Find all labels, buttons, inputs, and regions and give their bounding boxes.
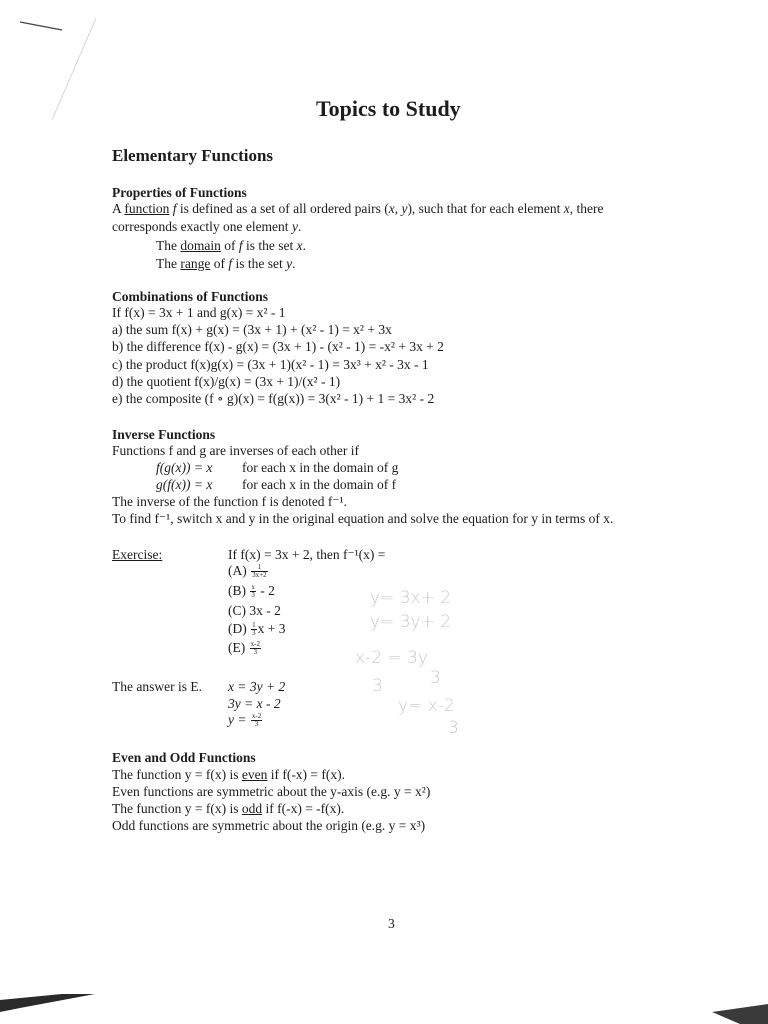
solution-step: y = $\frac{x-2}{3}$ (228, 712, 262, 729)
exercise-choice-d: (D) $\frac{1}{3}$ x + 3 (228, 621, 286, 638)
handwritten-note: x-2 = 3y (355, 648, 428, 668)
page-title: Topics to Study (316, 96, 461, 121)
solution-step: x = 3y + 2 (228, 679, 286, 694)
combinations-line: d) the quotient f(x)/g(x) = (3x + 1)/(x² - 1) (112, 374, 341, 389)
page-number: 3 (388, 916, 395, 931)
inverse-condition-lhs: f(g(x)) = x (156, 460, 213, 475)
combinations-line: If f(x) = 3x + 1 and g(x) = x² - 1 (112, 305, 286, 320)
handwritten-note: 3 (430, 668, 441, 688)
solution-step: 3y = x - 2 (228, 696, 281, 711)
combinations-line: c) the product f(x)g(x) = (3x + 1)(x² - 1) = 3x³ + x² - 3x - 1 (112, 357, 429, 372)
range-line: The range of f is the set y. (156, 256, 296, 271)
properties-heading: Properties of Functions (112, 185, 247, 200)
inverse-condition-rhs: for each x in the domain of f (242, 477, 397, 492)
inverse-condition-lhs: g(f(x)) = x (156, 477, 213, 492)
properties-line-2: corresponds exactly one element y. (112, 219, 302, 234)
inverse-tofind: To find f⁻¹, switch x and y in the original equation and solve the equation for y in terms of x. (112, 511, 614, 526)
exercise-label: Exercise: (112, 547, 163, 562)
exercise-answer: The answer is E. (112, 679, 202, 694)
combinations-line: a) the sum f(x) + g(x) = (3x + 1) + (x² - 1) = x² + 3x (112, 322, 392, 337)
exercise-choice-b: (B) $\frac{x}{3}$ - 2 (228, 583, 275, 600)
handwritten-note: y= 3x+ 2 (370, 588, 452, 608)
inverse-denoted: The inverse of the function f is denoted f⁻¹. (112, 494, 347, 509)
evenodd-line: Even functions are symmetric about the y-axis (e.g. y = x²) (112, 784, 431, 799)
handwritten-note: 3 (372, 676, 383, 696)
inverse-condition-rhs: for each x in the domain of g (242, 460, 399, 475)
evenodd-line: The function y = f(x) is even if f(-x) = f(x). (112, 767, 346, 782)
properties-line-1: A function f is defined as a set of all ordered pairs (x, y), such that for each element x, there (112, 201, 604, 216)
inverse-heading: Inverse Functions (112, 427, 216, 442)
exercise-choice-a: (A) $\frac{1}{3x+2}$ (228, 563, 267, 580)
section-heading: Elementary Functions (112, 146, 274, 165)
handwritten-note: 3 (448, 718, 459, 738)
combinations-line: e) the composite (f ∘ g)(x) = f(g(x)) = 3(x² - 1) + 1 = 3x² - 2 (112, 391, 435, 406)
domain-line: The domain of f is the set x. (156, 238, 307, 253)
exercise-question: If f(x) = 3x + 2, then f⁻¹(x) = (228, 547, 386, 562)
handwritten-note: y= 3y+ 2 (370, 612, 452, 632)
combinations-line: b) the difference f(x) - g(x) = (3x + 1) - (x² - 1) = -x² + 3x + 2 (112, 339, 444, 354)
combinations-heading: Combinations of Functions (112, 289, 269, 304)
evenodd-heading: Even and Odd Functions (112, 750, 256, 765)
exercise-choice-e: (E) $\frac{x-2}{3}$ (228, 640, 260, 657)
evenodd-line: Odd functions are symmetric about the origin (e.g. y = x³) (112, 818, 426, 833)
handwritten-note: y= x-2 (398, 696, 455, 716)
inverse-intro: Functions f and g are inverses of each other if (112, 443, 360, 458)
evenodd-line: The function y = f(x) is odd if f(-x) = -f(x). (112, 801, 345, 816)
exercise-choice-c: (C) 3x - 2 (228, 603, 281, 618)
